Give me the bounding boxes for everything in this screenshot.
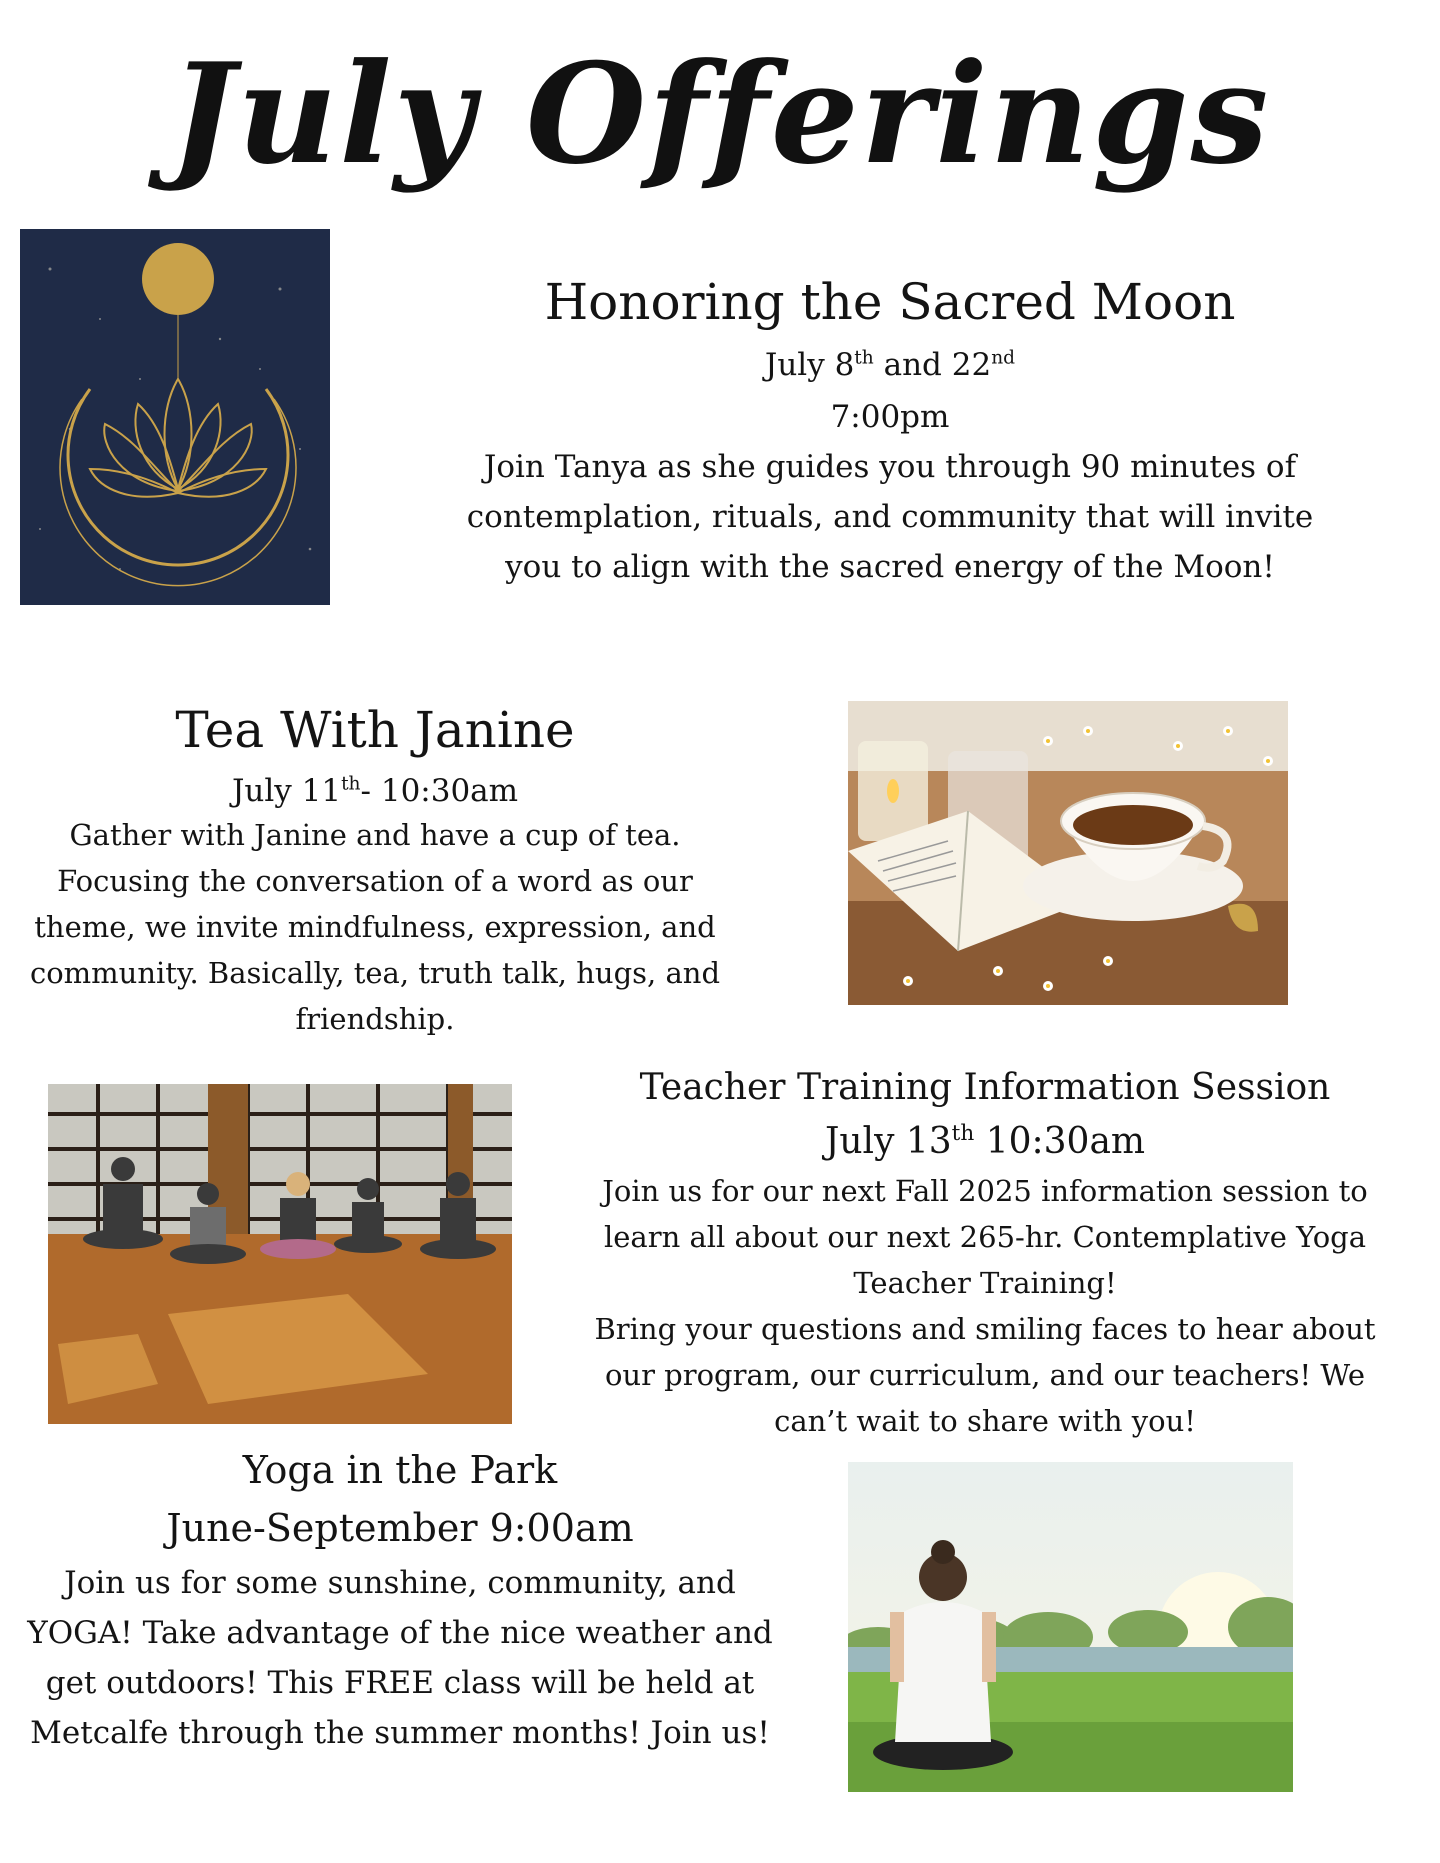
moon-time: 7:00pm [830,399,950,435]
teacher-description [590,1168,1380,1444]
teacher-date-part1: July 13 [824,1121,952,1162]
tea-heading: Tea With Janine [175,701,575,759]
teacher-paragraph-1: Join us for our next Fall 2025 information session to learn all about our next 265-hr. Contemplative Yoga Teacher Training! [602,1174,1368,1300]
moon-lotus-image [20,229,330,605]
teacher-date [575,1118,1395,1166]
moon-date-sup2: nd [991,347,1016,369]
moon-description: Join Tanya as she guides you through 90 minutes of contemplation, rituals, and community that will invite you to align with the sacred energy of the Moon! [466,449,1314,585]
tea-date-sup: th [341,773,361,795]
tea-cup-image [848,701,1288,1005]
park-heading: Yoga in the Park [242,1448,558,1492]
studio-yoga-image [48,1084,512,1424]
moon-date-sup1: th [854,347,874,369]
park-meditation-image [848,1462,1293,1792]
tea-date-part2: - 10:30am [360,773,519,809]
page-title: July Offerings [169,32,1271,195]
teacher-date-part2: 10:30am [974,1121,1146,1162]
moon-date-part1: July 8 [764,347,855,383]
tea-description: Gather with Janine and have a cup of tea. Focusing the conversation of a word as our theme, we invite mindfulness, expression, and community. Basically, tea, truth talk, hugs, and friendship. [29,818,721,1036]
moon-heading: Honoring the Sacred Moon [544,273,1236,331]
teacher-date-sup: th [951,1121,975,1146]
tea-date-part1: July 11 [231,773,342,809]
teacher-heading: Teacher Training Information Session [639,1067,1331,1108]
moon-date-part2: and 22 [873,347,992,383]
teacher-paragraph-2: Bring your questions and smiling faces to hear about our program, our curriculum, and our teachers! We can’t wait to share with you! [594,1312,1376,1438]
tea-date [0,766,750,816]
park-subheading: June-September 9:00am [166,1506,634,1550]
moon-date [440,340,1340,390]
park-description: Join us for some sunshine, community, and YOGA! Take advantage of the nice weather and get outdoors! This FREE class will be held at Metcalfe through the summer months! Join us! [27,1565,773,1751]
